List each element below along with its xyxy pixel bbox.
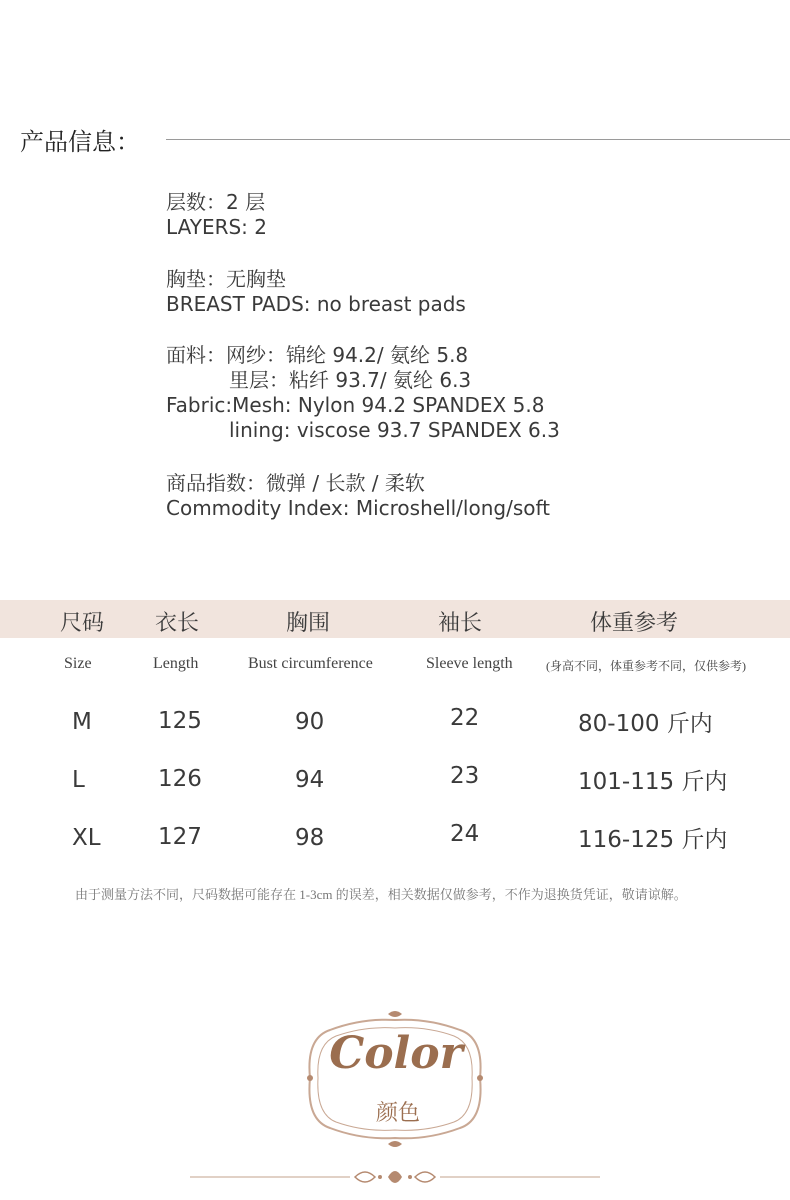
color-script-title: Color [329, 1028, 463, 1079]
pads-cn: 胸垫：无胸垫 [166, 267, 286, 291]
fabric-en-lining: lining: viscose 93.7 SPANDEX 6.3 [229, 418, 560, 442]
header-length: 衣长 [155, 611, 200, 636]
cell-weight: 116-125 斤内 [578, 827, 728, 853]
cell-sleeve: 24 [450, 821, 480, 847]
cell-length: 127 [158, 824, 202, 850]
subheader-length: Length [153, 655, 199, 672]
subheader-sleeve: Sleeve length [426, 655, 513, 672]
fabric-en-mesh: Fabric:Mesh: Nylon 94.2 SPANDEX 5.8 [166, 393, 545, 417]
cell-bust: 94 [295, 767, 325, 793]
cell-weight: 101-115 斤内 [578, 769, 728, 795]
cell-sleeve: 22 [450, 705, 480, 731]
cell-bust: 98 [295, 825, 325, 851]
section-title: 产品信息： [20, 128, 140, 156]
cell-size: L [72, 767, 85, 793]
layers-block [166, 190, 267, 240]
index-cn: 商品指数：微弹 / 长款 / 柔软 [166, 471, 425, 495]
pads-block [166, 267, 466, 317]
fabric-cn-mesh: 面料：网纱：锦纶 94.2/ 氨纶 5.8 [166, 343, 469, 367]
ornament-divider [190, 1162, 600, 1192]
measurement-disclaimer: 由于测量方法不同，尺码数据可能存在 1-3cm 的误差，相关数据仅做参考，不作为退换货凭证，敬请谅解。 [75, 887, 687, 902]
cell-weight: 80-100 斤内 [578, 711, 713, 737]
subheader-weight-note: (身高不同，体重参考不同，仅供参考) [546, 659, 746, 673]
layers-cn: 层数：2 层 [166, 190, 266, 214]
fabric-block [166, 343, 560, 443]
index-en: Commodity Index: Microshell/long/soft [166, 496, 551, 520]
header-bust: 胸围 [286, 611, 331, 636]
cell-sleeve: 23 [450, 763, 480, 789]
header-weight: 体重参考 [590, 611, 679, 636]
layers-en: LAYERS: 2 [166, 215, 267, 239]
cell-length: 126 [158, 766, 202, 792]
color-cn-title: 颜色 [375, 1101, 420, 1126]
cell-bust: 90 [295, 709, 325, 735]
index-block [166, 471, 550, 521]
cell-length: 125 [158, 708, 202, 734]
header-sleeve: 袖长 [438, 611, 483, 636]
header-size: 尺码 [60, 611, 105, 636]
fabric-cn-lining: 里层：粘纤 93.7/ 氨纶 6.3 [229, 368, 472, 392]
pads-en: BREAST PADS: no breast pads [166, 292, 466, 316]
title-divider [166, 139, 790, 140]
cell-size: M [72, 709, 92, 735]
subheader-bust: Bust circumference [248, 655, 373, 672]
subheader-size: Size [64, 655, 92, 672]
cell-size: XL [72, 825, 101, 851]
